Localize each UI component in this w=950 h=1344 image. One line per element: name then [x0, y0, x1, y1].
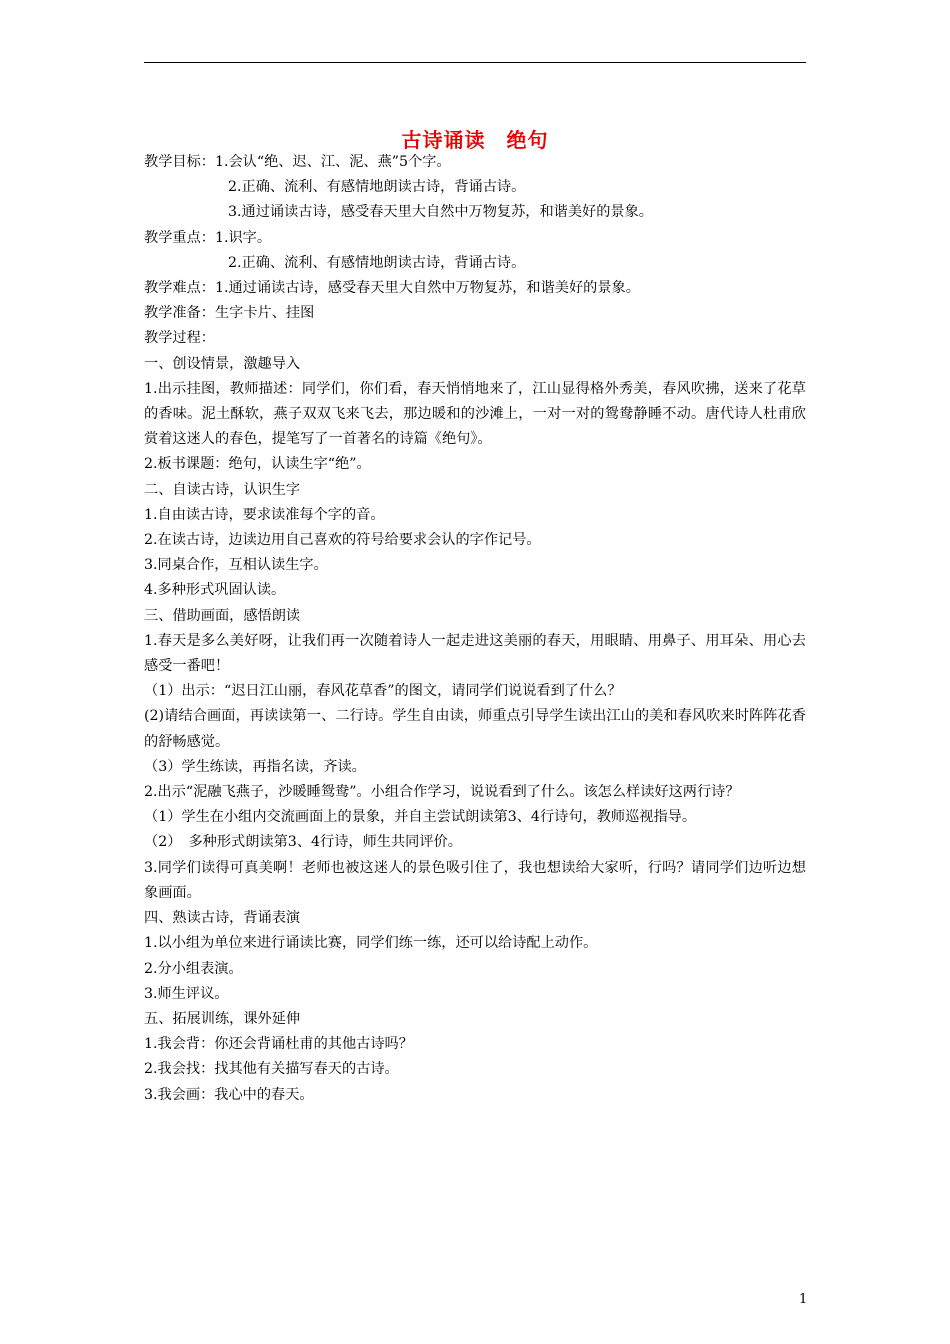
objective-line-3: 3.通过诵读古诗，感受春天里大自然中万物复苏，和谐美好的景象。 — [228, 204, 653, 221]
section-heading-1: 一、创设情景，激趣导入 — [144, 355, 301, 372]
paragraph: （3）学生练读，再指名读，齐读。 — [144, 758, 366, 775]
paragraph: （1）学生在小组内交流画面上的景象，并自主尝试朗读第3、4行诗句，教师巡视指导。 — [144, 809, 697, 826]
paragraph: 2.出示“泥融飞燕子，沙暖睡鸳鸯”。小组合作学习，说说看到了什么。该怎么样读好这两行诗？ — [144, 784, 740, 801]
paragraph: 1.自由读古诗，要求读准每个字的音。 — [144, 506, 385, 523]
difficulty-line: 教学难点：1.通过诵读古诗，感受春天里大自然中万物复苏，和谐美好的景象。 — [144, 280, 640, 297]
section-heading-3: 三、借助画面，感悟朗读 — [144, 607, 301, 624]
objective-line-1: 教学目标：1.会认“绝、迟、江、泥、燕”5个字。 — [144, 154, 451, 170]
paragraph: 3.师生评议。 — [144, 985, 229, 1002]
preparation-line: 教学准备：生字卡片、挂图 — [144, 305, 315, 322]
paragraph: 4.多种形式巩固认读。 — [144, 582, 286, 599]
paragraph: 1.春天是多么美好呀，让我们再一次随着诗人一起走进这美丽的春天，用眼睛、用鼻子、用耳朵、用心去感受一番吧！ — [144, 632, 806, 675]
paragraph: 1.出示挂图，教师描述：同学们，你们看，春天悄悄地来了，江山显得格外秀美，春风吹拂，送来了花草的香味。泥土酥软，燕子双双飞来飞去，那边暖和的沙滩上，一对一对的鸳鸯静睡不动。唐代诗人杜甫欣赏着这迷人的春色，提笔写了一首著名的诗篇《绝句》。 — [144, 380, 806, 448]
paragraph: 2.板书课题：绝句，认读生字“绝”。 — [144, 456, 371, 473]
paragraph: 3.我会画：我心中的春天。 — [144, 1086, 314, 1103]
paragraph: （1）出示：“迟日江山丽，春风花草香”的图文，请同学们说说看到了什么？ — [144, 683, 622, 700]
section-heading-4: 四、熟读古诗，背诵表演 — [144, 910, 301, 927]
lesson-plan-body — [144, 150, 806, 1108]
page-number: 1 — [799, 1292, 808, 1307]
paragraph: (2)请结合画面，再读读第一、二行诗。学生自由读，师重点引导学生读出江山的美和春风吹来时阵阵花香的舒畅感觉。 — [144, 708, 806, 750]
section-heading-5: 五、拓展训练，课外延伸 — [144, 1010, 301, 1027]
paragraph: 1.我会背：你还会背诵杜甫的其他古诗吗？ — [144, 1036, 413, 1053]
header-rule — [144, 62, 806, 63]
process-heading: 教学过程： — [144, 330, 215, 347]
key-point-line-2: 2.正确、流利、有感情地朗读古诗，背诵古诗。 — [228, 254, 526, 271]
paragraph: 2.在读古诗，边读边用自己喜欢的符号给要求会认的字作记号。 — [144, 532, 541, 549]
document-title: 古诗诵读 绝句 — [401, 128, 549, 152]
paragraph: 3.同桌合作，互相认读生字。 — [144, 557, 328, 574]
key-point-line-1: 教学重点：1.识字。 — [144, 229, 272, 246]
paragraph: 3.同学们读得可真美啊！老师也被这迷人的景色吸引住了，我也想读给大家听，行吗？请同学们边听边想象画面。 — [144, 859, 806, 901]
paragraph: 2.分小组表演。 — [144, 960, 243, 977]
section-heading-2: 二、自读古诗，认识生字 — [144, 481, 301, 498]
paragraph: 2.我会找：找其他有关描写春天的古诗。 — [144, 1061, 399, 1078]
paragraph: （2） 多种形式朗读第3、4行诗，师生共同评价。 — [144, 834, 462, 851]
objective-line-2: 2.正确、流利、有感情地朗读古诗，背诵古诗。 — [228, 179, 526, 196]
paragraph: 1.以小组为单位来进行诵读比赛，同学们练一练，还可以给诗配上动作。 — [144, 935, 598, 952]
